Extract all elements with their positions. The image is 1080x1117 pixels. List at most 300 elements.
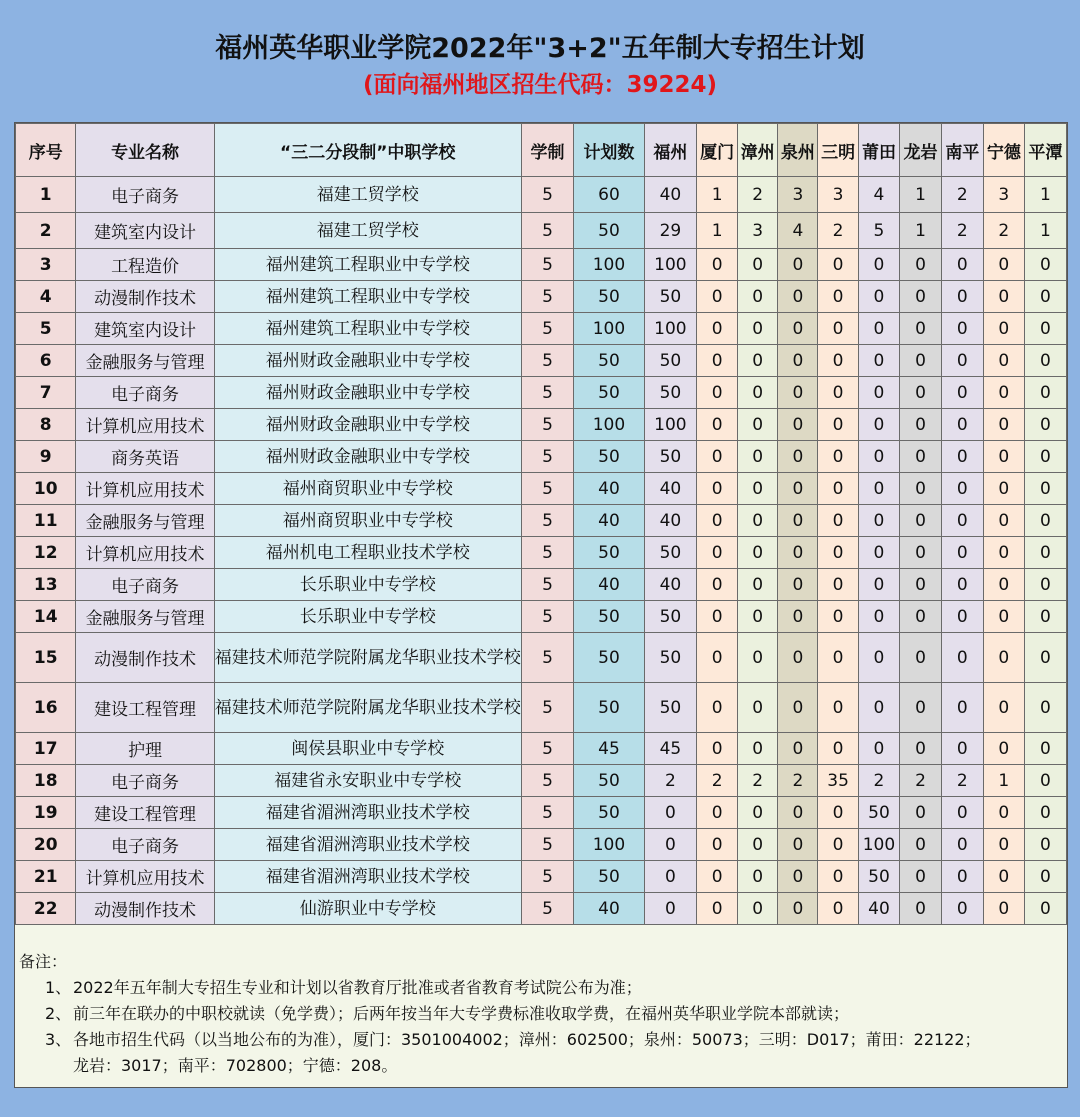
cell-years: 5 xyxy=(521,249,574,281)
cell-years: 5 xyxy=(521,537,574,569)
cell-vocational-school: 闽侯县职业中专学校 xyxy=(214,733,521,765)
cell-quota-sanming: 0 xyxy=(818,281,858,313)
cell-quota-xiamen: 2 xyxy=(697,765,738,797)
cell-vocational-school: 福州财政金融职业中专学校 xyxy=(214,441,521,473)
cell-quota-ningde: 2 xyxy=(983,213,1024,249)
header-quota-sanming: 三明 xyxy=(818,124,858,177)
header-major-name: 专业名称 xyxy=(76,124,214,177)
cell-vocational-school: 福州商贸职业中专学校 xyxy=(214,473,521,505)
cell-major-name: 金融服务与管理 xyxy=(76,601,214,633)
table-row xyxy=(16,313,1067,345)
header-quota-ningde: 宁德 xyxy=(983,124,1024,177)
cell-quota-zhangzhou: 0 xyxy=(738,569,778,601)
cell-quota-nanping: 2 xyxy=(941,765,983,797)
cell-quota-zhangzhou: 2 xyxy=(738,177,778,213)
table-row xyxy=(16,345,1067,377)
cell-seq-no: 7 xyxy=(16,377,76,409)
cell-quota-zhangzhou: 0 xyxy=(738,633,778,683)
cell-quota-sanming: 0 xyxy=(818,345,858,377)
cell-quota-xiamen: 0 xyxy=(697,313,738,345)
cell-years: 5 xyxy=(521,345,574,377)
cell-quota-xiamen: 1 xyxy=(697,213,738,249)
cell-quota-sanming: 0 xyxy=(818,893,858,925)
cell-quota-putian: 0 xyxy=(858,345,900,377)
cell-planned-quota: 50 xyxy=(574,601,644,633)
cell-major-name: 金融服务与管理 xyxy=(76,345,214,377)
cell-planned-quota: 50 xyxy=(574,281,644,313)
cell-quota-sanming: 0 xyxy=(818,313,858,345)
cell-quota-nanping: 0 xyxy=(941,829,983,861)
header-quota-xiamen: 厦门 xyxy=(697,124,738,177)
cell-years: 5 xyxy=(521,829,574,861)
note-item-3 xyxy=(19,1027,1059,1053)
cell-quota-fuzhou: 40 xyxy=(644,473,697,505)
cell-quota-xiamen: 0 xyxy=(697,601,738,633)
cell-major-name: 护理 xyxy=(76,733,214,765)
cell-vocational-school: 福州机电工程职业技术学校 xyxy=(214,537,521,569)
cell-quota-nanping: 0 xyxy=(941,377,983,409)
cell-major-name: 电子商务 xyxy=(76,765,214,797)
cell-quota-zhangzhou: 0 xyxy=(738,733,778,765)
cell-quota-nanping: 0 xyxy=(941,505,983,537)
cell-quota-sanming: 0 xyxy=(818,409,858,441)
cell-quota-putian: 0 xyxy=(858,377,900,409)
cell-quota-ningde: 0 xyxy=(983,601,1024,633)
cell-quota-quanzhou: 0 xyxy=(778,409,818,441)
cell-quota-ningde: 0 xyxy=(983,861,1024,893)
notes-label: 备注： xyxy=(19,952,68,971)
header-quota-quanzhou: 泉州 xyxy=(778,124,818,177)
cell-quota-putian: 50 xyxy=(858,861,900,893)
cell-seq-no: 2 xyxy=(16,213,76,249)
cell-quota-quanzhou: 0 xyxy=(778,505,818,537)
cell-quota-nanping: 0 xyxy=(941,537,983,569)
cell-quota-fuzhou: 50 xyxy=(644,537,697,569)
cell-years: 5 xyxy=(521,893,574,925)
table-header-row xyxy=(16,124,1067,177)
cell-quota-nanping: 0 xyxy=(941,345,983,377)
cell-quota-quanzhou: 0 xyxy=(778,733,818,765)
cell-quota-fuzhou: 50 xyxy=(644,601,697,633)
cell-planned-quota: 50 xyxy=(574,797,644,829)
cell-quota-pingtan: 0 xyxy=(1024,633,1066,683)
header-quota-putian: 莆田 xyxy=(858,124,900,177)
cell-quota-ningde: 1 xyxy=(983,765,1024,797)
cell-planned-quota: 50 xyxy=(574,537,644,569)
cell-quota-zhangzhou: 0 xyxy=(738,281,778,313)
cell-years: 5 xyxy=(521,377,574,409)
cell-seq-no: 4 xyxy=(16,281,76,313)
cell-quota-xiamen: 0 xyxy=(697,733,738,765)
cell-years: 5 xyxy=(521,441,574,473)
cell-major-name: 建设工程管理 xyxy=(76,683,214,733)
cell-quota-pingtan: 0 xyxy=(1024,281,1066,313)
table-row xyxy=(16,213,1067,249)
cell-planned-quota: 40 xyxy=(574,569,644,601)
cell-quota-pingtan: 0 xyxy=(1024,765,1066,797)
cell-quota-fuzhou: 50 xyxy=(644,441,697,473)
cell-quota-pingtan: 0 xyxy=(1024,733,1066,765)
cell-quota-longyan: 0 xyxy=(900,569,942,601)
header-vocational-school: “三二分段制”中职学校 xyxy=(214,124,521,177)
cell-quota-pingtan: 0 xyxy=(1024,345,1066,377)
cell-major-name: 电子商务 xyxy=(76,569,214,601)
cell-seq-no: 3 xyxy=(16,249,76,281)
table-row xyxy=(16,409,1067,441)
cell-quota-fuzhou: 40 xyxy=(644,505,697,537)
cell-vocational-school: 长乐职业中专学校 xyxy=(214,601,521,633)
cell-quota-xiamen: 0 xyxy=(697,683,738,733)
cell-quota-putian: 0 xyxy=(858,313,900,345)
cell-quota-sanming: 0 xyxy=(818,683,858,733)
cell-quota-xiamen: 0 xyxy=(697,537,738,569)
cell-planned-quota: 50 xyxy=(574,861,644,893)
cell-quota-longyan: 0 xyxy=(900,829,942,861)
cell-quota-ningde: 0 xyxy=(983,377,1024,409)
cell-quota-sanming: 0 xyxy=(818,633,858,683)
cell-quota-xiamen: 0 xyxy=(697,249,738,281)
cell-quota-fuzhou: 0 xyxy=(644,829,697,861)
cell-quota-sanming: 0 xyxy=(818,601,858,633)
cell-quota-putian: 5 xyxy=(858,213,900,249)
cell-quota-quanzhou: 4 xyxy=(778,213,818,249)
cell-quota-quanzhou: 0 xyxy=(778,377,818,409)
cell-quota-xiamen: 0 xyxy=(697,441,738,473)
table-row xyxy=(16,633,1067,683)
cell-vocational-school: 长乐职业中专学校 xyxy=(214,569,521,601)
cell-quota-fuzhou: 50 xyxy=(644,683,697,733)
cell-seq-no: 19 xyxy=(16,797,76,829)
cell-major-name: 计算机应用技术 xyxy=(76,537,214,569)
header-quota-zhangzhou: 漳州 xyxy=(738,124,778,177)
cell-quota-quanzhou: 3 xyxy=(778,177,818,213)
note-number: 3、 xyxy=(45,1030,72,1049)
cell-quota-pingtan: 0 xyxy=(1024,409,1066,441)
table-row xyxy=(16,473,1067,505)
cell-quota-pingtan: 0 xyxy=(1024,797,1066,829)
cell-major-name: 动漫制作技术 xyxy=(76,633,214,683)
cell-quota-ningde: 0 xyxy=(983,829,1024,861)
cell-quota-nanping: 0 xyxy=(941,441,983,473)
page-title: 福州英华职业学院2022年"3+2"五年制大专招生计划 xyxy=(215,33,865,64)
cell-quota-fuzhou: 45 xyxy=(644,733,697,765)
note-number: 2、 xyxy=(45,1004,72,1023)
cell-years: 5 xyxy=(521,177,574,213)
cell-quota-zhangzhou: 0 xyxy=(738,829,778,861)
cell-quota-longyan: 0 xyxy=(900,733,942,765)
table-row xyxy=(16,177,1067,213)
cell-quota-ningde: 0 xyxy=(983,505,1024,537)
cell-quota-ningde: 0 xyxy=(983,441,1024,473)
cell-quota-longyan: 0 xyxy=(900,537,942,569)
table-row xyxy=(16,683,1067,733)
table-row xyxy=(16,281,1067,313)
cell-vocational-school: 福州财政金融职业中专学校 xyxy=(214,409,521,441)
table-row xyxy=(16,861,1067,893)
cell-quota-fuzhou: 100 xyxy=(644,313,697,345)
cell-quota-ningde: 0 xyxy=(983,683,1024,733)
cell-major-name: 计算机应用技术 xyxy=(76,409,214,441)
cell-major-name: 建筑室内设计 xyxy=(76,313,214,345)
cell-years: 5 xyxy=(521,601,574,633)
cell-quota-zhangzhou: 0 xyxy=(738,345,778,377)
cell-quota-sanming: 0 xyxy=(818,829,858,861)
cell-quota-putian: 0 xyxy=(858,733,900,765)
cell-vocational-school: 福建省永安职业中专学校 xyxy=(214,765,521,797)
header-planned-quota: 计划数 xyxy=(574,124,644,177)
cell-years: 5 xyxy=(521,473,574,505)
cell-quota-quanzhou: 0 xyxy=(778,441,818,473)
cell-seq-no: 22 xyxy=(16,893,76,925)
cell-quota-xiamen: 0 xyxy=(697,893,738,925)
cell-seq-no: 13 xyxy=(16,569,76,601)
cell-quota-longyan: 0 xyxy=(900,409,942,441)
cell-vocational-school: 福州建筑工程职业中专学校 xyxy=(214,249,521,281)
cell-seq-no: 1 xyxy=(16,177,76,213)
cell-major-name: 工程造价 xyxy=(76,249,214,281)
cell-vocational-school: 仙游职业中专学校 xyxy=(214,893,521,925)
cell-major-name: 动漫制作技术 xyxy=(76,281,214,313)
cell-quota-nanping: 2 xyxy=(941,177,983,213)
cell-quota-nanping: 0 xyxy=(941,797,983,829)
cell-seq-no: 5 xyxy=(16,313,76,345)
cell-quota-pingtan: 0 xyxy=(1024,569,1066,601)
cell-planned-quota: 50 xyxy=(574,441,644,473)
cell-quota-pingtan: 0 xyxy=(1024,473,1066,505)
cell-quota-longyan: 0 xyxy=(900,473,942,505)
cell-quota-zhangzhou: 3 xyxy=(738,213,778,249)
cell-quota-nanping: 0 xyxy=(941,249,983,281)
cell-planned-quota: 50 xyxy=(574,683,644,733)
cell-seq-no: 11 xyxy=(16,505,76,537)
cell-quota-fuzhou: 0 xyxy=(644,797,697,829)
cell-quota-nanping: 0 xyxy=(941,409,983,441)
cell-quota-putian: 0 xyxy=(858,683,900,733)
cell-quota-nanping: 0 xyxy=(941,569,983,601)
cell-quota-ningde: 0 xyxy=(983,249,1024,281)
cell-quota-xiamen: 0 xyxy=(697,409,738,441)
cell-quota-sanming: 0 xyxy=(818,733,858,765)
cell-years: 5 xyxy=(521,765,574,797)
cell-quota-nanping: 0 xyxy=(941,861,983,893)
enrollment-sheet xyxy=(14,122,1068,1088)
cell-quota-quanzhou: 0 xyxy=(778,861,818,893)
cell-major-name: 计算机应用技术 xyxy=(76,473,214,505)
cell-quota-putian: 0 xyxy=(858,473,900,505)
cell-quota-putian: 2 xyxy=(858,765,900,797)
cell-planned-quota: 100 xyxy=(574,313,644,345)
cell-seq-no: 21 xyxy=(16,861,76,893)
cell-quota-zhangzhou: 0 xyxy=(738,861,778,893)
note-text: 各地市招生代码（以当地公布的为准），厦门：3501004002；漳州：602500；泉州：50073；三明：D017；莆田：22122； xyxy=(73,1030,981,1049)
cell-quota-nanping: 2 xyxy=(941,213,983,249)
cell-quota-longyan: 0 xyxy=(900,441,942,473)
cell-quota-nanping: 0 xyxy=(941,683,983,733)
cell-quota-xiamen: 0 xyxy=(697,861,738,893)
table-row xyxy=(16,829,1067,861)
cell-seq-no: 8 xyxy=(16,409,76,441)
cell-quota-longyan: 1 xyxy=(900,177,942,213)
cell-major-name: 建筑室内设计 xyxy=(76,213,214,249)
cell-quota-nanping: 0 xyxy=(941,313,983,345)
cell-quota-putian: 0 xyxy=(858,633,900,683)
cell-quota-ningde: 0 xyxy=(983,409,1024,441)
note-item-2 xyxy=(19,1001,1059,1027)
cell-seq-no: 10 xyxy=(16,473,76,505)
cell-planned-quota: 60 xyxy=(574,177,644,213)
cell-quota-zhangzhou: 0 xyxy=(738,249,778,281)
table-row xyxy=(16,797,1067,829)
cell-quota-putian: 50 xyxy=(858,797,900,829)
table-row xyxy=(16,733,1067,765)
cell-years: 5 xyxy=(521,213,574,249)
cell-quota-ningde: 0 xyxy=(983,281,1024,313)
cell-quota-ningde: 3 xyxy=(983,177,1024,213)
cell-major-name: 计算机应用技术 xyxy=(76,861,214,893)
cell-quota-xiamen: 0 xyxy=(697,281,738,313)
cell-quota-longyan: 0 xyxy=(900,505,942,537)
cell-years: 5 xyxy=(521,861,574,893)
table-row xyxy=(16,377,1067,409)
cell-quota-ningde: 0 xyxy=(983,473,1024,505)
cell-planned-quota: 40 xyxy=(574,505,644,537)
header-quota-pingtan: 平潭 xyxy=(1024,124,1066,177)
cell-quota-sanming: 0 xyxy=(818,505,858,537)
cell-quota-nanping: 0 xyxy=(941,893,983,925)
cell-quota-longyan: 0 xyxy=(900,893,942,925)
cell-quota-pingtan: 0 xyxy=(1024,441,1066,473)
cell-quota-nanping: 0 xyxy=(941,281,983,313)
cell-major-name: 动漫制作技术 xyxy=(76,893,214,925)
cell-quota-zhangzhou: 0 xyxy=(738,441,778,473)
cell-quota-fuzhou: 50 xyxy=(644,633,697,683)
cell-seq-no: 12 xyxy=(16,537,76,569)
cell-quota-longyan: 0 xyxy=(900,797,942,829)
cell-quota-longyan: 0 xyxy=(900,345,942,377)
cell-years: 5 xyxy=(521,505,574,537)
cell-planned-quota: 50 xyxy=(574,345,644,377)
cell-quota-sanming: 0 xyxy=(818,861,858,893)
cell-quota-xiamen: 0 xyxy=(697,569,738,601)
cell-quota-pingtan: 0 xyxy=(1024,249,1066,281)
cell-quota-putian: 0 xyxy=(858,249,900,281)
cell-seq-no: 16 xyxy=(16,683,76,733)
cell-quota-quanzhou: 0 xyxy=(778,797,818,829)
note-item-1 xyxy=(19,975,1059,1001)
cell-quota-xiamen: 0 xyxy=(697,473,738,505)
cell-quota-fuzhou: 50 xyxy=(644,345,697,377)
cell-planned-quota: 100 xyxy=(574,409,644,441)
cell-quota-ningde: 0 xyxy=(983,345,1024,377)
cell-quota-zhangzhou: 0 xyxy=(738,505,778,537)
cell-planned-quota: 100 xyxy=(574,829,644,861)
note-text: 2022年五年制大专招生专业和计划以省教育厅批准或者省教育考试院公布为准； xyxy=(73,978,642,997)
cell-quota-nanping: 0 xyxy=(941,733,983,765)
cell-quota-longyan: 0 xyxy=(900,683,942,733)
cell-quota-fuzhou: 0 xyxy=(644,861,697,893)
cell-quota-zhangzhou: 0 xyxy=(738,683,778,733)
cell-quota-zhangzhou: 0 xyxy=(738,893,778,925)
cell-seq-no: 20 xyxy=(16,829,76,861)
cell-major-name: 金融服务与管理 xyxy=(76,505,214,537)
cell-quota-putian: 0 xyxy=(858,281,900,313)
cell-vocational-school: 福建技术师范学院附属龙华职业技术学校 xyxy=(214,633,521,683)
cell-quota-putian: 0 xyxy=(858,569,900,601)
cell-planned-quota: 45 xyxy=(574,733,644,765)
cell-quota-sanming: 2 xyxy=(818,213,858,249)
table-row xyxy=(16,765,1067,797)
cell-quota-ningde: 0 xyxy=(983,313,1024,345)
cell-quota-xiamen: 0 xyxy=(697,377,738,409)
cell-quota-quanzhou: 0 xyxy=(778,345,818,377)
cell-planned-quota: 50 xyxy=(574,213,644,249)
cell-quota-quanzhou: 0 xyxy=(778,829,818,861)
cell-quota-quanzhou: 0 xyxy=(778,281,818,313)
cell-quota-xiamen: 0 xyxy=(697,633,738,683)
cell-quota-longyan: 0 xyxy=(900,313,942,345)
cell-quota-zhangzhou: 0 xyxy=(738,797,778,829)
cell-planned-quota: 50 xyxy=(574,765,644,797)
cell-vocational-school: 福州建筑工程职业中专学校 xyxy=(214,281,521,313)
cell-vocational-school: 福建工贸学校 xyxy=(214,213,521,249)
cell-planned-quota: 100 xyxy=(574,249,644,281)
enrollment-code-subtitle: (面向福州地区招生代码：39224) xyxy=(362,72,718,98)
cell-seq-no: 18 xyxy=(16,765,76,797)
cell-vocational-school: 福州商贸职业中专学校 xyxy=(214,505,521,537)
cell-quota-fuzhou: 29 xyxy=(644,213,697,249)
cell-vocational-school: 福州建筑工程职业中专学校 xyxy=(214,313,521,345)
cell-quota-pingtan: 1 xyxy=(1024,177,1066,213)
cell-quota-quanzhou: 0 xyxy=(778,569,818,601)
note-item-3-continuation: 龙岩：3017；南平：702800；宁德：208。 xyxy=(73,1056,398,1075)
cell-quota-longyan: 0 xyxy=(900,861,942,893)
cell-quota-quanzhou: 0 xyxy=(778,633,818,683)
table-row xyxy=(16,601,1067,633)
cell-quota-sanming: 0 xyxy=(818,249,858,281)
cell-quota-quanzhou: 0 xyxy=(778,601,818,633)
cell-vocational-school: 福建省湄洲湾职业技术学校 xyxy=(214,861,521,893)
note-text: 前三年在联办的中职校就读（免学费）；后两年按当年大专学费标准收取学费，在福州英华职业学院本部就读； xyxy=(73,1004,850,1023)
cell-quota-sanming: 0 xyxy=(818,537,858,569)
cell-quota-ningde: 0 xyxy=(983,633,1024,683)
cell-quota-xiamen: 1 xyxy=(697,177,738,213)
cell-quota-putian: 0 xyxy=(858,537,900,569)
cell-quota-quanzhou: 0 xyxy=(778,249,818,281)
cell-quota-zhangzhou: 0 xyxy=(738,409,778,441)
cell-planned-quota: 50 xyxy=(574,633,644,683)
cell-quota-xiamen: 0 xyxy=(697,829,738,861)
cell-seq-no: 9 xyxy=(16,441,76,473)
cell-quota-fuzhou: 0 xyxy=(644,893,697,925)
cell-planned-quota: 40 xyxy=(574,893,644,925)
cell-quota-longyan: 0 xyxy=(900,633,942,683)
cell-quota-fuzhou: 50 xyxy=(644,281,697,313)
cell-quota-zhangzhou: 0 xyxy=(738,377,778,409)
cell-quota-sanming: 35 xyxy=(818,765,858,797)
cell-quota-zhangzhou: 0 xyxy=(738,601,778,633)
cell-quota-sanming: 0 xyxy=(818,797,858,829)
cell-quota-zhangzhou: 2 xyxy=(738,765,778,797)
cell-years: 5 xyxy=(521,409,574,441)
cell-years: 5 xyxy=(521,569,574,601)
cell-quota-longyan: 0 xyxy=(900,601,942,633)
cell-quota-longyan: 1 xyxy=(900,213,942,249)
note-number: 1、 xyxy=(45,978,72,997)
cell-planned-quota: 50 xyxy=(574,377,644,409)
cell-quota-sanming: 0 xyxy=(818,473,858,505)
cell-quota-ningde: 0 xyxy=(983,733,1024,765)
cell-planned-quota: 40 xyxy=(574,473,644,505)
